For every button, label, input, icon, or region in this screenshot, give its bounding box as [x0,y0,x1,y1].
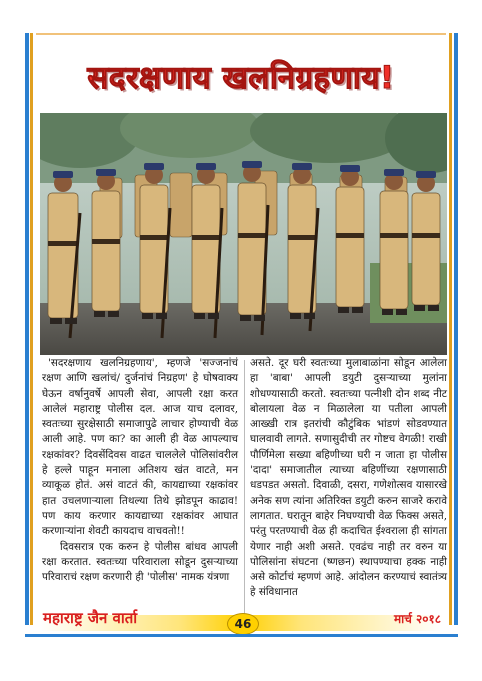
page-headline: सदरक्षणाय खलनिग्रहणाय! [87,60,395,96]
right-border-stripe-yellow [449,33,452,625]
bottom-border-stripe [25,634,458,637]
article-right-column [250,356,447,601]
paragraph: 'सदरक्षणाय खलनिग्रहणाय', म्हणजे 'सज्जनांचं रक्षण आणि खलांचं/ दुर्जनांचं निग्रहण' हे घोषवाक्य घेऊन वर्षानुवर्षे आपली सेवा, आपली रक्षा करत आलेलं महाराष्ट्र पोलीस दल. आज याच दलावर, स्वतःच्या सुरक्षेसाठी समाजापुढे लाचार होण्याची वेळ आली आहे. पण का? का आली ही वेळ आपल्याच रक्षकांवर? दिवसेंदिवस वाढत चाललेले पोलिसांवरील हे हल्ले पाहून मनाला अतिशय खंत वाटते, मन व्याकूळ होतं. असं वाटतं की, कायद्याच्या रक्षकांवर हात उचलणाऱ्याला तिथल्या तिथे झोडपून काढाव! पण काय करणार कायद्याच्या रक्षकांवर आघात करणाऱ्यांना शेवटी कायदाच वाचवतो!! [42,357,238,538]
column-divider [244,360,245,620]
magazine-name: महाराष्ट्र जैन वार्ता [43,609,138,627]
police-parade-photo [40,113,447,355]
page-number: 46 [227,613,259,635]
paragraph: असते. दूर घरी स्वतःच्या मुलाबाळांना सोडून आलेला हा 'बाबा' आपली डयुटी दुसऱ्याच्या मुलांना शोधण्यासाठी करतो. स्वतःच्या पत्नीशी दोन शब्द नीट बोलायला वेळ न मिळालेला या पतीला आपली आख्खी रात्र इतरांची कौटुंबिक भांडणं सोडवण्यात घालवावी लागते. सणासुदीची तर गोष्टच वेगळी! राखी पौर्णिमेला सख्या बहिणीच्या घरी न जाता हा पोलीस 'दादा' समाजातील त्याच्या बहिणींच्या रक्षणासाठी धडपडत असतो. दिवाळी, दसरा, गणेशोत्सव यासारखे अनेक सण त्यांना अतिरिक्त डयुटी करुन साजरे करावे लागतात. घरातून बाहेर निघण्याची वेळ फिक्स असते, परंतु परतण्याची वेळ ही कदाचित ईश्वराला ही सांगता येणार नाही अशी असते. एवढंच नाही तर वरुन या पोलिसांना संघटना (ष्णछन) स्थापण्याचा हक्क नाही असे कोर्टाचं म्हणणं आहे. आंदोलन करण्याचं स्वातंत्र्य हे संविधानात [250,357,447,599]
top-border-line [36,33,446,35]
paragraph: दिवसरात्र एक करुन हे पोलीस बांधव आपली रक्षा करतात. स्वतःच्या परिवाराला सोडून दुसऱ्याच्या परिवाराचं रक्षण करणारी ही 'पोलीस' नामक यंत्रणा [42,540,238,584]
right-border-stripe-blue [454,33,458,625]
left-border-stripe-blue [25,33,29,625]
article-left-column [42,356,238,585]
left-border-stripe-yellow [30,33,33,625]
issue-date: मार्च २०१८ [393,612,441,626]
